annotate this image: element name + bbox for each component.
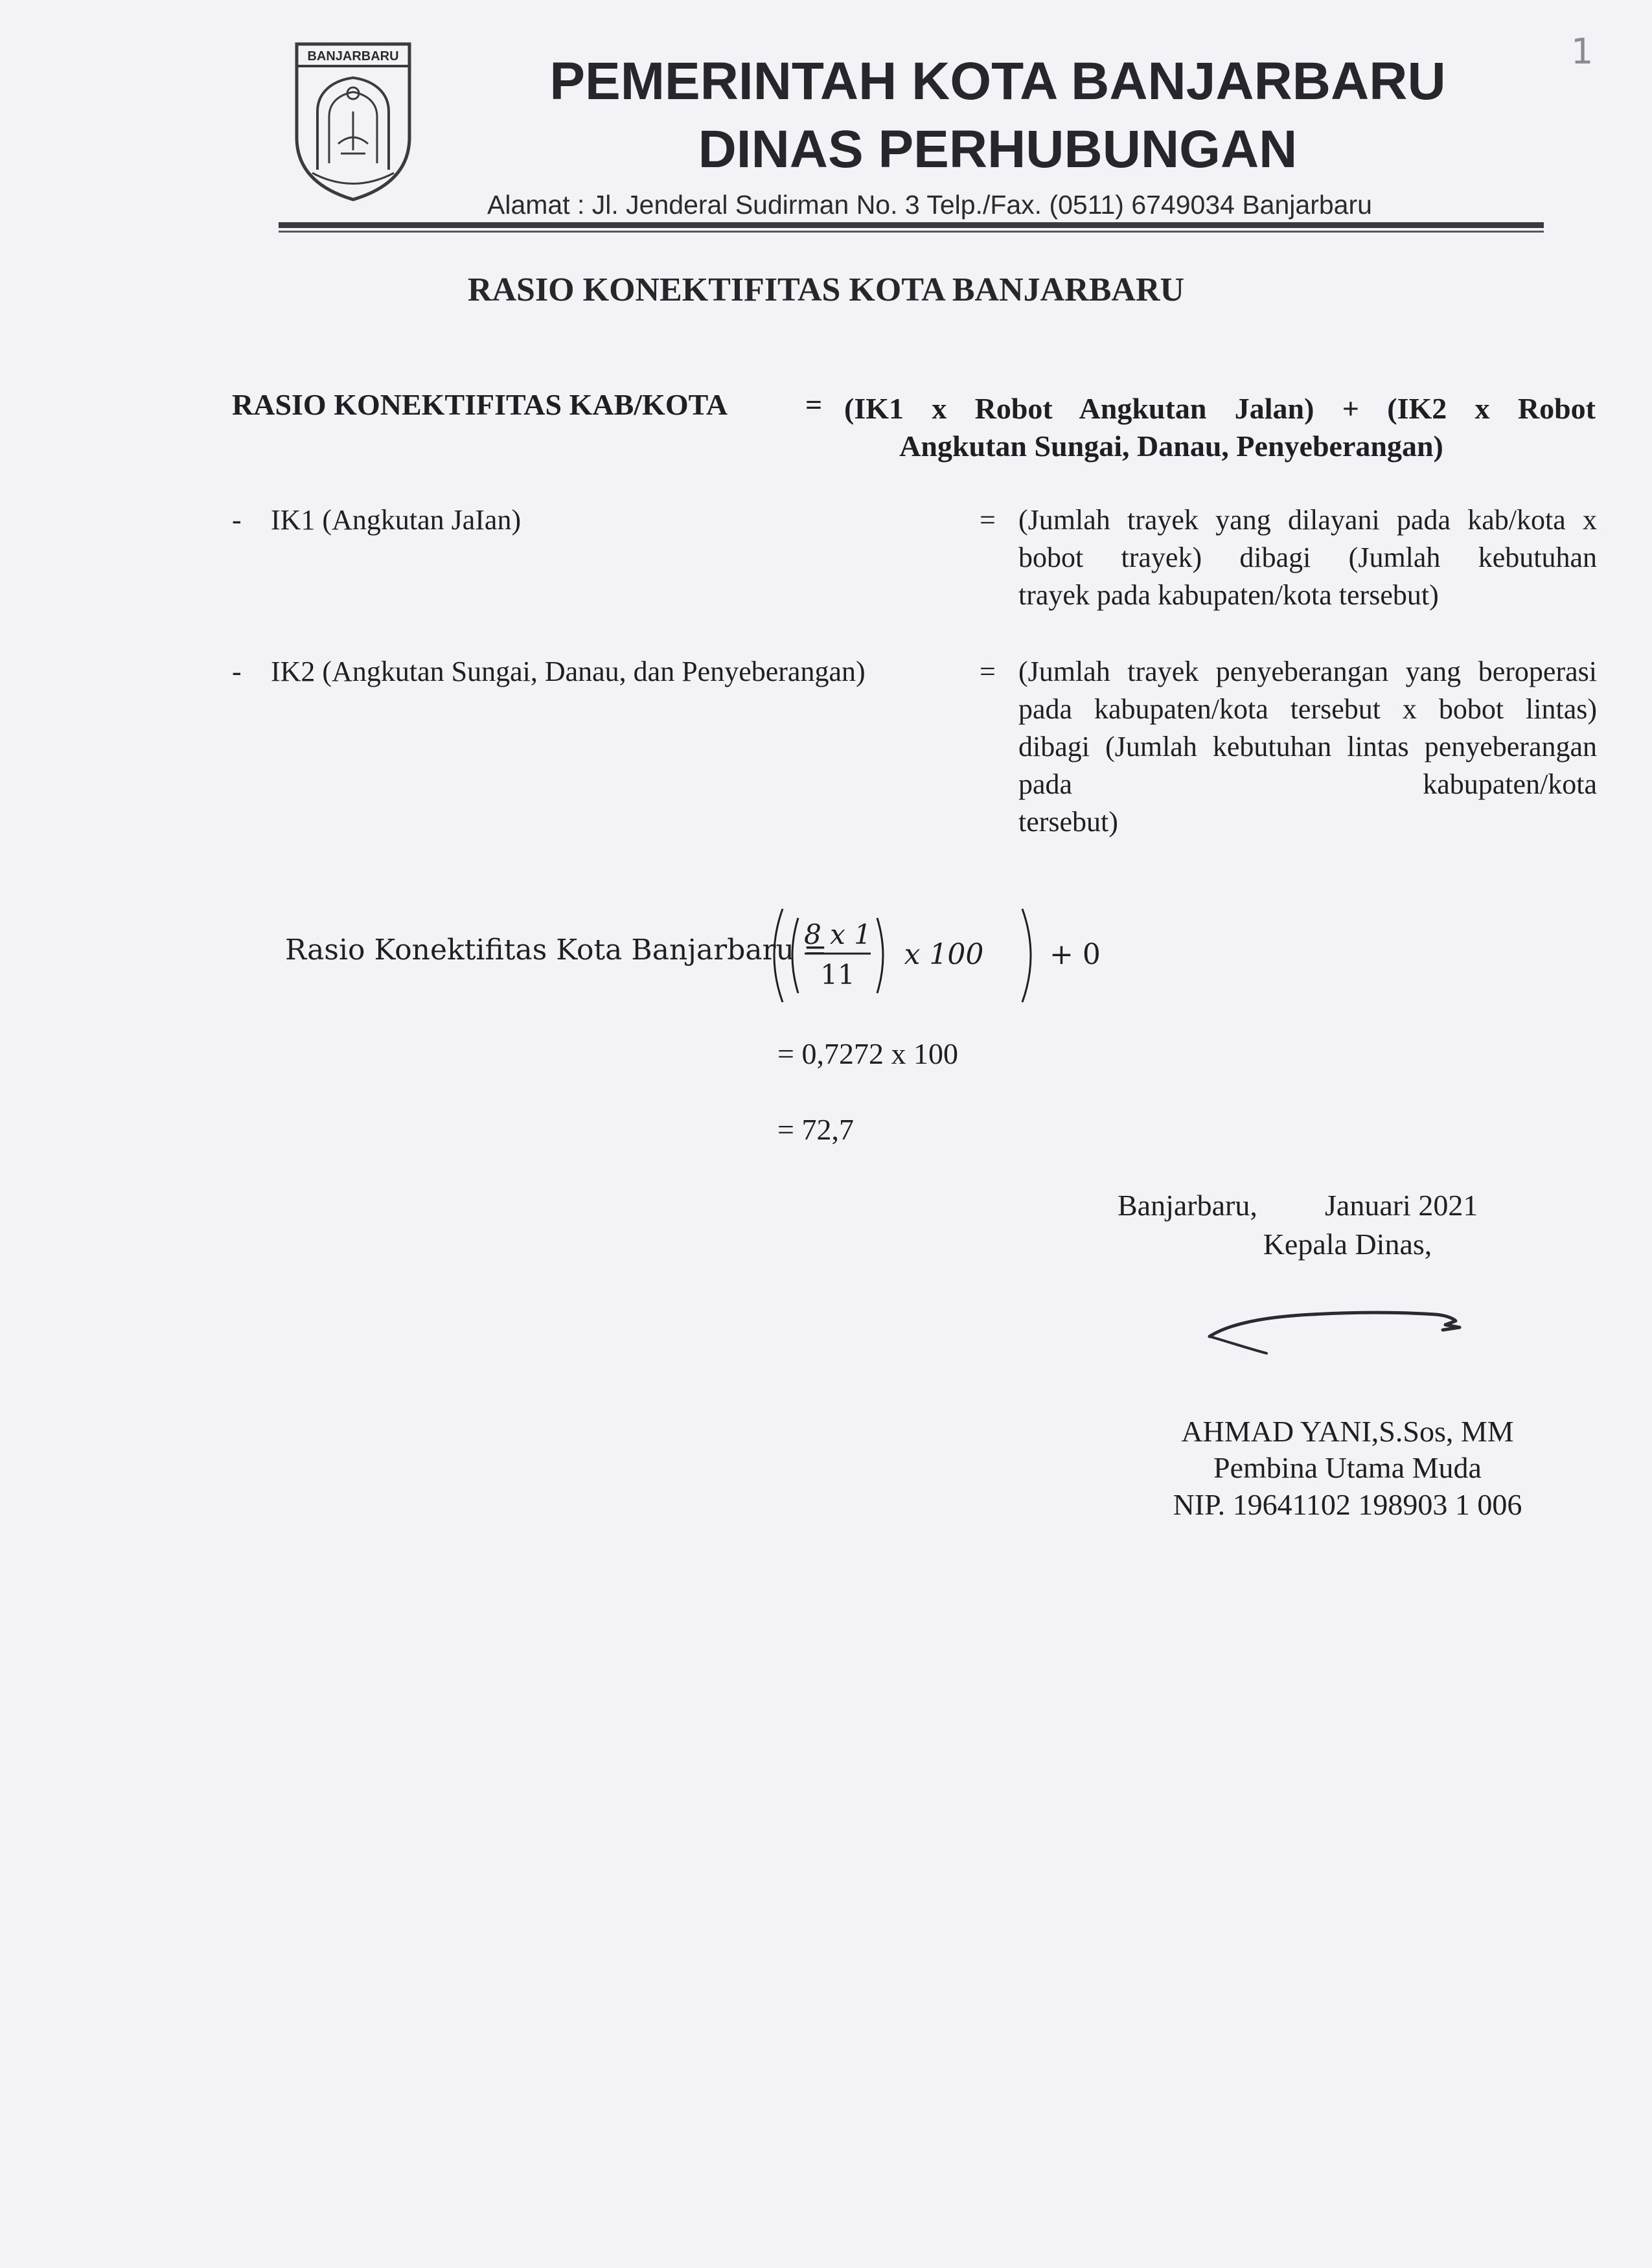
calculation-formula bbox=[764, 904, 1127, 1007]
item-ik1-description bbox=[1018, 501, 1597, 614]
definition-formula bbox=[844, 390, 1596, 465]
item-ik1-dash: - bbox=[232, 504, 242, 536]
item-ik1-desc-line: trayek pada kabupaten/kota tersebut) bbox=[1018, 579, 1439, 611]
signatory-name: AHMAD YANI,S.Sos, MM bbox=[1181, 1415, 1514, 1448]
page-number-mark: 1 bbox=[1571, 31, 1598, 72]
item-ik1-equals: = bbox=[980, 504, 996, 536]
item-ik2-desc-line: (Jumlah trayek penyeberangan yang bbox=[1018, 656, 1462, 687]
fraction-denominator: 11 bbox=[820, 959, 855, 991]
calculation-addend: + 0 bbox=[1050, 938, 1101, 971]
definition-formula-line1: (IK1 x Robot Angkutan Jalan) + (IK2 x Robot bbox=[844, 392, 1596, 425]
letterhead-rule-thick bbox=[279, 222, 1544, 228]
fraction-numerator: 8 x 1 bbox=[804, 919, 871, 950]
letterhead-title-line1: PEMERINTAH KOTA BANJARBARU bbox=[549, 52, 1446, 111]
emblem-label: BANJARBARU bbox=[307, 49, 399, 63]
letterhead-address: Alamat : Jl. Jenderal Sudirman No. 3 Telp./Fax. (0511) 6749034 Banjarbaru bbox=[487, 190, 1372, 220]
item-ik2-description bbox=[1018, 653, 1597, 841]
letterhead-title-line2: DINAS PERHUBUNGAN bbox=[698, 120, 1298, 179]
item-ik2-dash: - bbox=[232, 656, 242, 687]
item-ik2-desc-line: penyeberangan pada kabupaten/kota bbox=[1018, 731, 1598, 800]
item-ik2-equals: = bbox=[980, 656, 996, 687]
definition-equals: = bbox=[805, 388, 823, 421]
signatory-nip: NIP. 19641102 198903 1 006 bbox=[1173, 1488, 1522, 1521]
item-ik1-desc-line: (Jumlah trayek yang dilayani pada kab/kota bbox=[1018, 504, 1566, 536]
calculation-multiplier: x 100 bbox=[904, 938, 984, 971]
item-ik2-desc-line: tersebut) bbox=[1018, 806, 1118, 838]
item-ik2-desc-line: beroperasi pada kabupaten/kota tersebut x bbox=[1018, 656, 1597, 725]
handwritten-signature bbox=[1202, 1299, 1474, 1357]
calculation-label: Rasio Konektifitas Kota Banjarbaru = bbox=[285, 934, 827, 967]
item-ik2-desc-line: bobot lintas) dibagi (Jumlah kebutuhan lintas bbox=[1018, 693, 1598, 762]
calculation-step-2: = 72,7 bbox=[777, 1113, 854, 1146]
definition-label: RASIO KONEKTIFITAS KAB/KOTA bbox=[232, 388, 728, 421]
signatory-rank: Pembina Utama Muda bbox=[1213, 1451, 1482, 1484]
calculation-step-1: = 0,7272 x 100 bbox=[777, 1037, 958, 1070]
signature-date: Januari 2021 bbox=[1325, 1189, 1478, 1222]
document-title: RASIO KONEKTIFITAS KOTA BANJARBARU bbox=[467, 271, 1185, 308]
definition-formula-line2: Angkutan Sungai, Danau, Penyeberangan) bbox=[899, 430, 1443, 463]
letterhead-rule-thin bbox=[279, 231, 1544, 233]
item-ik1-desc-line: x bobot trayek) dibagi (Jumlah kebutuhan bbox=[1018, 504, 1597, 573]
signature-position: Kepala Dinas, bbox=[1263, 1228, 1432, 1261]
item-ik2-label: IK2 (Angkutan Sungai, Danau, dan Penyeberangan) bbox=[271, 656, 866, 687]
signature-place: Banjarbaru, bbox=[1118, 1189, 1257, 1222]
item-ik1-label: IK1 (Angkutan JaIan) bbox=[271, 504, 522, 536]
